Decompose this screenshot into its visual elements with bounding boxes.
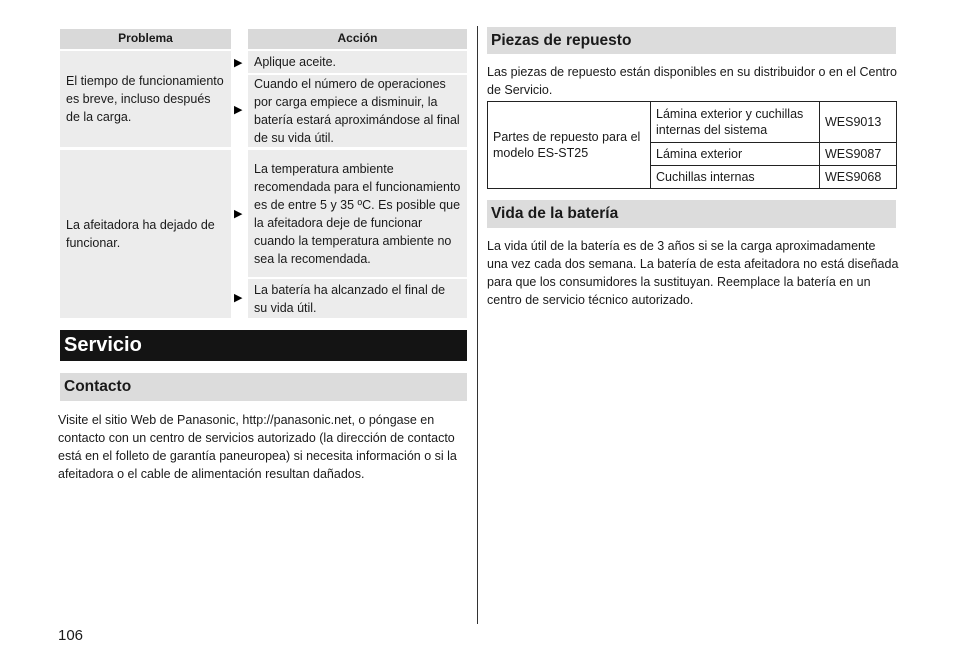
right-triangle-icon: ▶ — [234, 104, 243, 116]
part-name: Lámina exterior — [651, 143, 820, 166]
action-cell-2b — [248, 279, 467, 318]
piezas-heading: Piezas de repuesto — [487, 27, 896, 54]
right-triangle-icon: ▶ — [234, 57, 243, 69]
action-text: La temperatura ambiente recomendada para el funcionamiento es de entre 5 y 35 ºC. Es posible que la afeitadora deje de funcionar cuando la temperatura ambiente no sea la recomendada. — [254, 161, 461, 266]
model-cell — [488, 102, 651, 189]
problem-cell-2 — [60, 150, 231, 318]
part-name: Cuchillas internas — [651, 166, 820, 189]
parts-row — [488, 102, 897, 143]
part-code: WES9087 — [820, 143, 897, 166]
part-code: WES9013 — [820, 102, 897, 143]
vida-paragraph: La vida útil de la batería es de 3 años si se la carga aproximadamente una vez cada dos semana. La batería de esta afeitadora no está diseñada para que los consumidores la sustituyan. Reemplace la batería en un centro de servicio técnico autorizado. — [487, 239, 899, 307]
action-text: Cuando el número de operaciones por carga empiece a disminuir, la batería estará aproximándose al final de su vida útil. — [254, 77, 460, 145]
action-text: Aplique aceite. — [254, 55, 337, 69]
problem-text: El tiempo de funcionamiento es breve, incluso después de la carga. — [66, 74, 224, 124]
page-number: 106 — [58, 627, 84, 644]
action-cell-1a — [248, 51, 467, 73]
model-label: Partes de repuesto para el modelo ES-ST25 — [493, 130, 641, 160]
servicio-title: Servicio — [60, 330, 467, 361]
vida-heading: Vida de la batería — [487, 200, 896, 228]
column-divider — [477, 26, 478, 624]
part-name: Lámina exterior y cuchillas internas del sistema — [651, 102, 820, 143]
part-code: WES9068 — [820, 166, 897, 189]
parts-table — [487, 101, 897, 189]
col-header-problem: Problema — [60, 29, 231, 49]
right-triangle-icon: ▶ — [234, 292, 243, 304]
contacto-paragraph: Visite el sitio Web de Panasonic, http://panasonic.net, o póngase en contacto con un centro de servicios autorizado (la dirección de contacto está en el folleto de garantía paneuropea) si necesita información o si la afeitadora o el cable de alimentación resultan dañados. — [58, 413, 457, 481]
action-cell-2a — [248, 150, 467, 277]
contacto-heading: Contacto — [60, 373, 467, 401]
action-cell-1b — [248, 75, 467, 147]
right-triangle-icon: ▶ — [234, 208, 243, 220]
problem-cell-1 — [60, 51, 231, 147]
piezas-intro: Las piezas de repuesto están disponibles en su distribuidor o en el Centro de Servicio. — [487, 65, 897, 97]
col-header-action: Acción — [248, 29, 467, 49]
action-text: La batería ha alcanzado el final de su vida útil. — [254, 282, 446, 315]
problem-text: La afeitadora ha dejado de funcionar. — [66, 218, 215, 250]
